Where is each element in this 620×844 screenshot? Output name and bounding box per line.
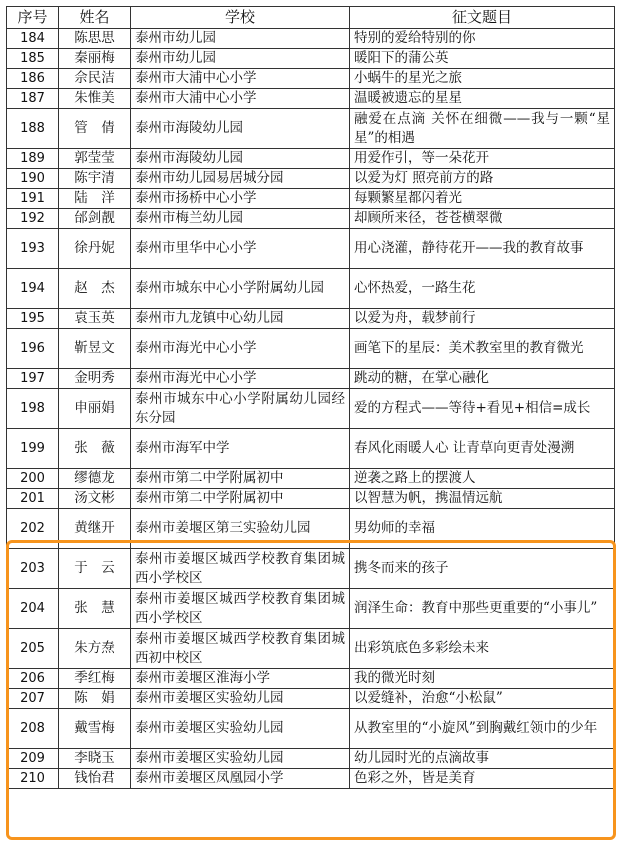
row-number: 207	[7, 689, 59, 709]
row-number: 197	[7, 369, 59, 389]
row-name: 袁玉英	[59, 309, 131, 329]
row-title: 色彩之外，皆是美育	[350, 769, 615, 789]
row-name: 戴雪梅	[59, 709, 131, 749]
row-number: 196	[7, 329, 59, 369]
row-school: 泰州市姜堰区城西学校教育集团城西小学校区	[131, 549, 350, 589]
table-row	[7, 29, 615, 49]
row-number: 201	[7, 489, 59, 509]
row-school: 泰州市城东中心小学附属幼儿园	[131, 269, 350, 309]
row-number: 188	[7, 109, 59, 149]
row-school: 泰州市幼儿园	[131, 29, 350, 49]
table-row	[7, 589, 615, 629]
row-school: 泰州市幼儿园	[131, 49, 350, 69]
row-number: 210	[7, 769, 59, 789]
row-name: 李晓玉	[59, 749, 131, 769]
row-school: 泰州市姜堰区实验幼儿园	[131, 709, 350, 749]
row-title: 爱的方程式——等待+看见+相信=成长	[350, 389, 615, 429]
row-title: 温暖被遗忘的星星	[350, 89, 615, 109]
header-name: 姓名	[59, 7, 131, 29]
row-name: 金明秀	[59, 369, 131, 389]
table-row	[7, 749, 615, 769]
row-school: 泰州市海光中心小学	[131, 369, 350, 389]
row-school: 泰州市第二中学附属初中	[131, 469, 350, 489]
row-school: 泰州市姜堰区实验幼儿园	[131, 749, 350, 769]
table-header-row	[7, 7, 615, 29]
row-title: 心怀热爱，一路生花	[350, 269, 615, 309]
row-number: 191	[7, 189, 59, 209]
row-number: 184	[7, 29, 59, 49]
row-school: 泰州市姜堰区城西学校教育集团城西小学校区	[131, 589, 350, 629]
row-number: 189	[7, 149, 59, 169]
row-name: 佘民洁	[59, 69, 131, 89]
row-name: 朱方焘	[59, 629, 131, 669]
row-name: 汤文彬	[59, 489, 131, 509]
header-index: 序号	[7, 7, 59, 29]
row-school: 泰州市九龙镇中心幼儿园	[131, 309, 350, 329]
row-school: 泰州市扬桥中心小学	[131, 189, 350, 209]
row-name: 邰剑靓	[59, 209, 131, 229]
row-name: 朱惟美	[59, 89, 131, 109]
row-name: 徐丹妮	[59, 229, 131, 269]
row-title: 我的微光时刻	[350, 669, 615, 689]
row-title: 却顾所来径，苍苍横翠微	[350, 209, 615, 229]
row-title: 特别的爱给特别的你	[350, 29, 615, 49]
row-number: 203	[7, 549, 59, 589]
header-title: 征文题目	[350, 7, 615, 29]
row-title: 出彩筑底色多彩绘未来	[350, 629, 615, 669]
table-row	[7, 169, 615, 189]
row-name: 张 慧	[59, 589, 131, 629]
row-name: 管 倩	[59, 109, 131, 149]
header-school: 学校	[131, 7, 350, 29]
row-title: 小蜗牛的星光之旅	[350, 69, 615, 89]
row-title: 以爱为灯 照亮前方的路	[350, 169, 615, 189]
row-title: 幼儿园时光的点滴故事	[350, 749, 615, 769]
row-name: 钱怡君	[59, 769, 131, 789]
row-title: 用爱作引，等一朵花开	[350, 149, 615, 169]
table-row	[7, 549, 615, 589]
table-body	[7, 29, 615, 789]
award-list-table	[6, 6, 615, 789]
row-name: 陈思思	[59, 29, 131, 49]
table-row	[7, 769, 615, 789]
row-school: 泰州市城东中心小学附属幼儿园经东分园	[131, 389, 350, 429]
row-title: 融爱在点滴 关怀在细微——我与一颗“星星”的相遇	[350, 109, 615, 149]
row-name: 陈宇清	[59, 169, 131, 189]
row-school: 泰州市大浦中心小学	[131, 69, 350, 89]
row-number: 187	[7, 89, 59, 109]
row-title: 以爱为舟，载梦前行	[350, 309, 615, 329]
table-row	[7, 429, 615, 469]
table-row	[7, 149, 615, 169]
table-row	[7, 489, 615, 509]
row-name: 陈 娟	[59, 689, 131, 709]
table-row	[7, 89, 615, 109]
row-number: 202	[7, 509, 59, 549]
row-number: 204	[7, 589, 59, 629]
row-number: 190	[7, 169, 59, 189]
row-title: 跳动的糖，在掌心融化	[350, 369, 615, 389]
row-name: 秦丽梅	[59, 49, 131, 69]
row-number: 193	[7, 229, 59, 269]
row-school: 泰州市海光中心小学	[131, 329, 350, 369]
row-name: 靳昱文	[59, 329, 131, 369]
row-number: 194	[7, 269, 59, 309]
row-school: 泰州市姜堰区淮海小学	[131, 669, 350, 689]
row-name: 缪德龙	[59, 469, 131, 489]
table-row	[7, 209, 615, 229]
row-school: 泰州市第二中学附属初中	[131, 489, 350, 509]
row-school: 泰州市里华中心小学	[131, 229, 350, 269]
row-title: 润泽生命：教育中那些更重要的“小事儿”	[350, 589, 615, 629]
row-number: 185	[7, 49, 59, 69]
row-name: 赵 杰	[59, 269, 131, 309]
row-title: 从教室里的“小旋风”到胸戴红领巾的少年	[350, 709, 615, 749]
table-row	[7, 49, 615, 69]
row-number: 206	[7, 669, 59, 689]
table-row	[7, 669, 615, 689]
row-school: 泰州市姜堰区实验幼儿园	[131, 689, 350, 709]
row-school: 泰州市姜堰区城西学校教育集团城西初中校区	[131, 629, 350, 669]
row-name: 陆 洋	[59, 189, 131, 209]
row-title: 暖阳下的蒲公英	[350, 49, 615, 69]
table-row	[7, 229, 615, 269]
row-school: 泰州市大浦中心小学	[131, 89, 350, 109]
table-row	[7, 389, 615, 429]
table-row	[7, 109, 615, 149]
row-school: 泰州市梅兰幼儿园	[131, 209, 350, 229]
row-name: 季红梅	[59, 669, 131, 689]
row-number: 186	[7, 69, 59, 89]
row-name: 郭莹莹	[59, 149, 131, 169]
row-number: 205	[7, 629, 59, 669]
row-school: 泰州市海军中学	[131, 429, 350, 469]
row-title: 男幼师的幸福	[350, 509, 615, 549]
row-number: 209	[7, 749, 59, 769]
row-name: 于 云	[59, 549, 131, 589]
row-school: 泰州市姜堰区第三实验幼儿园	[131, 509, 350, 549]
row-school: 泰州市海陵幼儿园	[131, 149, 350, 169]
row-number: 192	[7, 209, 59, 229]
row-title: 逆袭之路上的摆渡人	[350, 469, 615, 489]
row-school: 泰州市幼儿园易居城分园	[131, 169, 350, 189]
row-title: 画笔下的星辰：美术教室里的教育微光	[350, 329, 615, 369]
table-row	[7, 369, 615, 389]
row-school: 泰州市海陵幼儿园	[131, 109, 350, 149]
row-number: 199	[7, 429, 59, 469]
table-row	[7, 269, 615, 309]
row-number: 208	[7, 709, 59, 749]
table-row	[7, 329, 615, 369]
table-row	[7, 189, 615, 209]
table-row	[7, 509, 615, 549]
row-title: 每颗繁星都闪着光	[350, 189, 615, 209]
row-title: 以智慧为帆，携温情远航	[350, 489, 615, 509]
row-name: 黄继开	[59, 509, 131, 549]
table-row	[7, 709, 615, 749]
row-title: 携冬而来的孩子	[350, 549, 615, 589]
row-school: 泰州市姜堰区凤凰园小学	[131, 769, 350, 789]
table-row	[7, 69, 615, 89]
table-row	[7, 469, 615, 489]
row-number: 198	[7, 389, 59, 429]
table-row	[7, 629, 615, 669]
row-number: 200	[7, 469, 59, 489]
row-number: 195	[7, 309, 59, 329]
row-name: 张 薇	[59, 429, 131, 469]
row-title: 用心浇灌，静待花开——我的教育故事	[350, 229, 615, 269]
row-title: 春风化雨暖人心 让青草向更青处漫溯	[350, 429, 615, 469]
row-name: 申丽娟	[59, 389, 131, 429]
table-row	[7, 689, 615, 709]
table-row	[7, 309, 615, 329]
row-title: 以爱缝补，治愈“小松鼠”	[350, 689, 615, 709]
